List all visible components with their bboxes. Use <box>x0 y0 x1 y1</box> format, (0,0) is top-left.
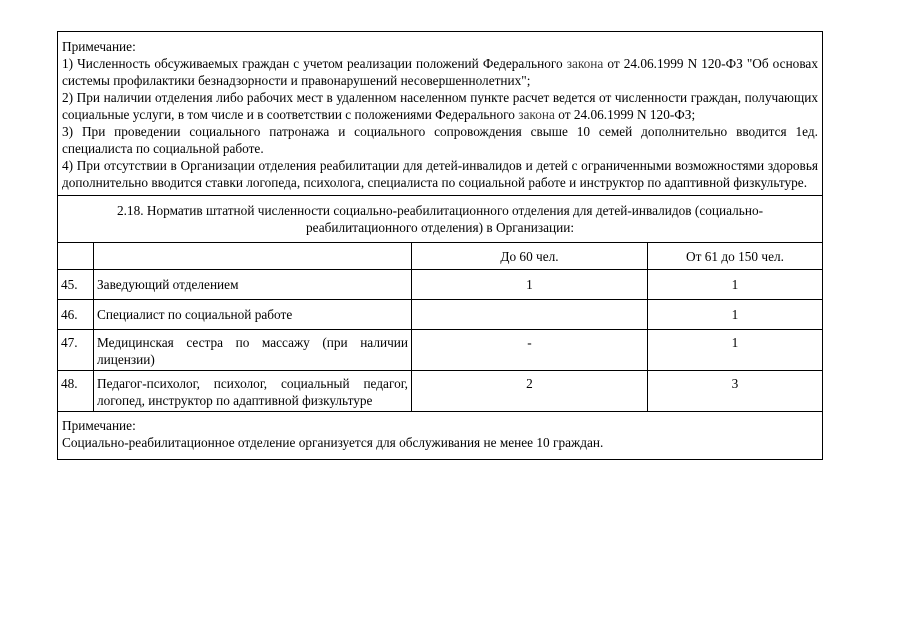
row-position: Педагог-психолог, психолог, социальный педагог, логопед, инструктор по адаптивной физкультуре <box>94 371 412 412</box>
bottom-note-text: Социально-реабилитационное отделение организуется для обслуживания не менее 10 граждан. <box>62 435 604 450</box>
note-item: 2) При наличии отделения либо рабочих мест в удаленном населенном пункте расчет ведется от численности граждан, получающих социальные услуги, в том числе и в соответствии с положениями Федерального закона от 24.06.1999 N 120-ФЗ; <box>62 90 818 122</box>
row-number: 48. <box>58 371 94 412</box>
staffing-table <box>57 31 823 460</box>
bottom-note-title: Примечание: <box>62 418 136 433</box>
row-value-up-to-60: 2 <box>412 371 648 412</box>
header-up-to-60: До 60 чел. <box>412 243 648 270</box>
top-note <box>58 32 823 196</box>
note-item: 4) При отсутствии в Организации отделения реабилитации для детей-инвалидов и детей с ограниченными возможностями здоровья дополнительно вводится ставки логопеда, психолога, специалиста по социальной работе и инструктор по адаптивной физкультуре. <box>62 158 818 190</box>
row-value-61-to-150: 1 <box>648 270 823 300</box>
row-number: 47. <box>58 330 94 371</box>
note-title: Примечание: <box>62 39 136 54</box>
row-number: 45. <box>58 270 94 300</box>
table-row <box>58 330 823 371</box>
section-heading-row <box>58 196 823 243</box>
row-position: Медицинская сестра по массажу (при наличии лицензии) <box>94 330 412 371</box>
row-value-61-to-150: 1 <box>648 300 823 330</box>
header-61-to-150: От 61 до 150 чел. <box>648 243 823 270</box>
row-number: 46. <box>58 300 94 330</box>
note-item: 1) Численность обсуживаемых граждан с учетом реализации положений Федерального закона от 24.06.1999 N 120-ФЗ "Об основах системы профилактики безнадзорности и правонарушений несовершеннолетних"; <box>62 56 818 88</box>
section-heading: 2.18. Норматив штатной численности социально-реабилитационного отделения для детей-инвалидов (социально-реабилитационного отделения) в Организации: <box>58 196 823 243</box>
bottom-note <box>58 412 823 460</box>
note-item: 3) При проведении социального патронажа и социального сопровождения свыше 10 семей дополнительно вводится 1ед. специалиста по социальной работе. <box>62 124 818 156</box>
row-position: Заведующий отделением <box>94 270 412 300</box>
row-value-61-to-150: 3 <box>648 371 823 412</box>
law-link[interactable]: закона <box>566 56 604 71</box>
header-num <box>58 243 94 270</box>
row-position: Специалист по социальной работе <box>94 300 412 330</box>
row-value-61-to-150: 1 <box>648 330 823 371</box>
header-position <box>94 243 412 270</box>
table-row <box>58 270 823 300</box>
bottom-note-row <box>58 412 823 460</box>
row-value-up-to-60: 1 <box>412 270 648 300</box>
law-link[interactable]: закона <box>518 107 555 122</box>
row-value-up-to-60: - <box>412 330 648 371</box>
row-value-up-to-60 <box>412 300 648 330</box>
table-row <box>58 300 823 330</box>
top-note-row <box>58 32 823 196</box>
table-header-row <box>58 243 823 270</box>
document-page <box>57 31 822 460</box>
table-row <box>58 371 823 412</box>
